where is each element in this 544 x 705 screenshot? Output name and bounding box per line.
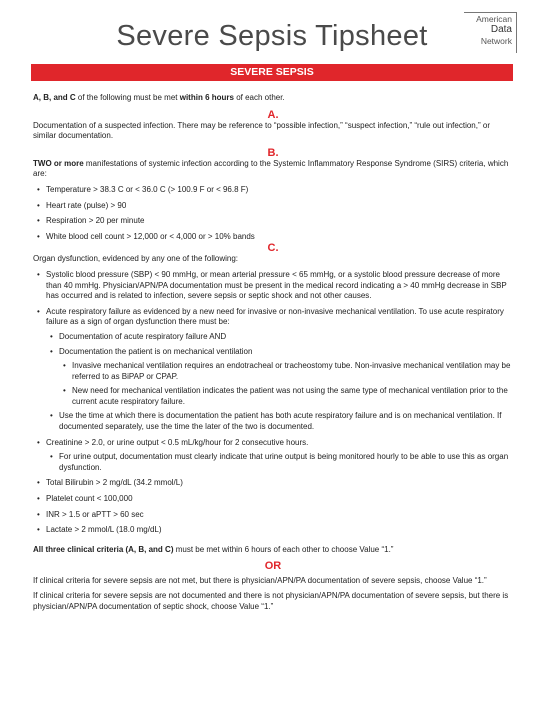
logo-line-1: American bbox=[476, 14, 512, 24]
list-item-platelets: • Platelet count < 100,000 bbox=[33, 494, 513, 505]
intro-bold-abc: A, B, and C bbox=[33, 93, 76, 102]
list-item-respiratory bbox=[33, 307, 513, 433]
section-c-letter: C. bbox=[267, 242, 279, 255]
intro-text-end: of each other. bbox=[233, 93, 285, 102]
logo-line-3: Network bbox=[480, 36, 512, 46]
list-item-creatinine bbox=[33, 438, 513, 474]
closing-option-2: If clinical criteria for severe sepsis are not documented and there is not physician/APN/PA documentation of severe sepsis, but there is physician/APN/PA documentation of septic shock, choose Value “1.” bbox=[33, 591, 509, 611]
creatinine-sublist bbox=[46, 452, 513, 473]
section-a-text: Documentation of a suspected infection. There may be reference to “possible infection,” “suspect infection,” “rule out infection,” or similar documentation. bbox=[33, 120, 490, 141]
page-title: Severe Sepsis Tipsheet bbox=[116, 20, 428, 52]
list-item-inr: • INR > 1.5 or aPTT > 60 sec bbox=[33, 510, 513, 521]
section-c-lead: Organ dysfunction, evidenced by any one of the following: bbox=[33, 254, 239, 264]
closing-bold: All three clinical criteria (A, B, and C) bbox=[33, 544, 174, 554]
intro-bold-6-hours: within 6 hours bbox=[179, 93, 234, 102]
section-b-lead-text: manifestations of systemic infection according to the Systemic Inflammatory Response Syndrome (SIRS) criteria, which are: bbox=[33, 158, 509, 179]
list-item bbox=[46, 347, 513, 408]
ventilation-sublist bbox=[59, 361, 513, 407]
list-item: • Temperature > 38.3 C or < 36.0 C (> 100.9 F or < 96.8 F) bbox=[33, 185, 513, 196]
organ-dysfunction-list bbox=[33, 270, 513, 536]
section-banner: SEVERE SEPSIS bbox=[31, 64, 513, 81]
section-b-letter: B. bbox=[267, 146, 279, 159]
closing-paragraph bbox=[33, 545, 513, 556]
section-a-letter: A. bbox=[267, 108, 279, 121]
closing-option-1: If clinical criteria for severe sepsis are not met, but there is physician/APN/PA documentation of severe sepsis, choose Value “1.” bbox=[33, 576, 487, 586]
or-divider: OR bbox=[264, 560, 282, 573]
respiratory-text: Acute respiratory failure as evidenced by a new need for invasive or non-invasive mechanical ventilation. To use acute respiratory failure as a sign of organ dysfunction there must be: bbox=[46, 306, 504, 327]
list-item-lactate: • Lactate > 2 mmol/L (18.0 mg/dL) bbox=[33, 525, 513, 536]
document-body bbox=[33, 93, 513, 612]
logo-line-2: Data bbox=[490, 24, 512, 35]
list-item: • Respiration > 20 per minute bbox=[33, 216, 513, 227]
list-item: • Invasive mechanical ventilation requires an endotracheal or tracheostomy tube. Non-invasive mechanical ventilation may be referred to as BiPAP or CPAP. bbox=[59, 361, 513, 382]
list-item: • Heart rate (pulse) > 90 bbox=[33, 201, 513, 212]
list-item: • Documentation of acute respiratory failure AND bbox=[46, 332, 513, 343]
list-item-bilirubin: • Total Bilirubin > 2 mg/dL (34.2 mmol/L) bbox=[33, 478, 513, 489]
list-item: • For urine output, documentation must clearly indicate that urine output is being monitored hourly to be able to use this as organ dysfunction. bbox=[46, 452, 513, 473]
list-item-sbp: • Systolic blood pressure (SBP) < 90 mmHg, or mean arterial pressure < 65 mmHg, or a systolic blood pressure decrease of more than 40 mmHg. Physician/APN/PA documentation must be present in the medical record indicating a > 40 mmHg decrease in SBP has occurred and is related to infection, severe sepsis or septic shock and not other causes. bbox=[33, 270, 513, 302]
list-item: • Use the time at which there is documentation the patient has both acute respiratory failure and is on mechanical ventilation. If documented separately, use the time the later of the two is documented. bbox=[46, 411, 513, 432]
list-item: • New need for mechanical ventilation indicates the patient was not using the same type of mechanical ventilation prior to the current acute respiratory failure. bbox=[59, 386, 513, 407]
american-data-network-logo bbox=[460, 12, 518, 56]
section-b-lead bbox=[33, 159, 513, 180]
ventilation-text: Documentation the patient is on mechanical ventilation bbox=[59, 346, 253, 356]
intro-text: of the following must be met bbox=[75, 93, 180, 102]
creatinine-text: Creatinine > 2.0, or urine output < 0.5 mL/kg/hour for 2 consecutive hours. bbox=[46, 437, 309, 447]
list-item: • White blood cell count > 12,000 or < 4,000 or > 10% bands bbox=[33, 232, 513, 243]
sirs-criteria-list bbox=[33, 185, 513, 242]
respiratory-sublist bbox=[46, 332, 513, 433]
intro-paragraph bbox=[33, 93, 513, 104]
closing-text: must be met within 6 hours of each other to choose Value “1.” bbox=[173, 544, 394, 554]
section-b-bold: TWO or more bbox=[33, 158, 84, 168]
